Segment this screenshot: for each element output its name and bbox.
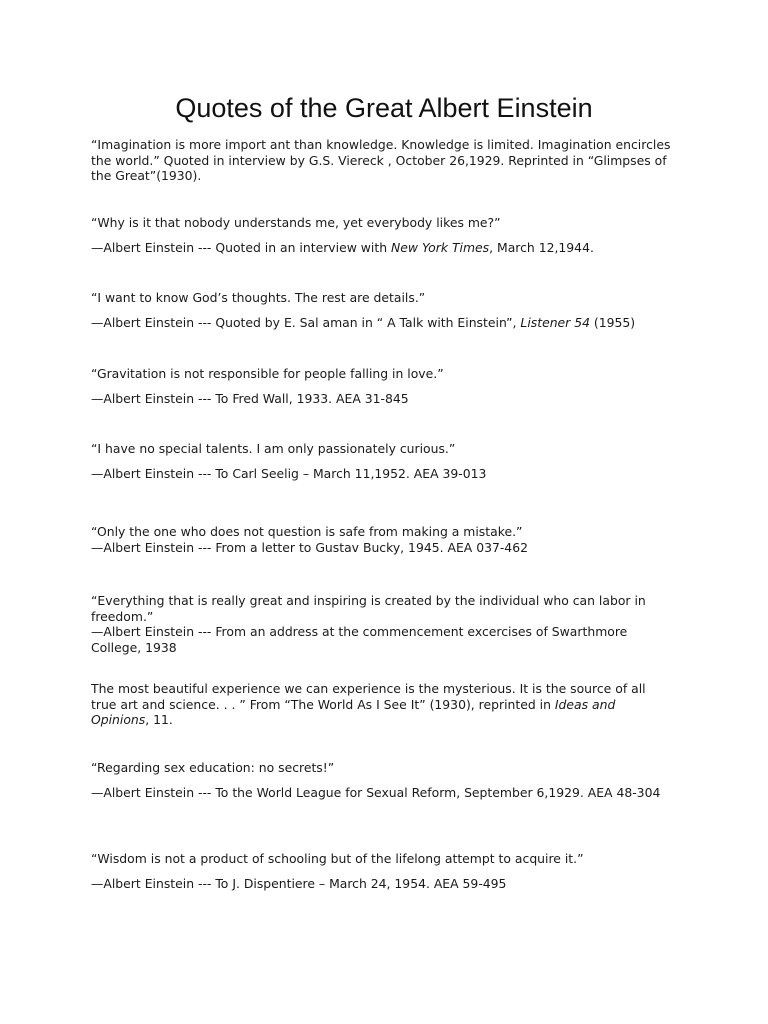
quote-block-mysterious	[91, 681, 671, 728]
quote-attribution: —Albert Einstein --- From a letter to Gustav Bucky, 1945. AEA 037-462	[91, 539, 528, 555]
quote-attribution: —Albert Einstein --- To the World League for Sexual Reform, September 6,1929. AEA 48-304	[91, 784, 661, 800]
quote-attribution: —Albert Einstein --- Quoted in an interview with New York Times, March 12,1944.	[91, 239, 594, 255]
publication-title: New York Times	[391, 239, 490, 255]
quote-attribution: —Albert Einstein --- To Fred Wall, 1933. AEA 31-845	[91, 390, 409, 406]
quote-text: “I have no special talents. I am only passionately curious.”	[91, 441, 456, 456]
publication-title: Listener 54	[520, 314, 590, 330]
quote-text: “Wisdom is not a product of schooling but of the lifelong attempt to acquire it.”	[91, 851, 584, 866]
quote-block-gods-thoughts	[91, 290, 671, 330]
quote-block-wisdom	[91, 851, 671, 891]
quote-block-freedom	[91, 593, 671, 655]
book-title: Ideas and Opinions	[91, 696, 616, 728]
quote-text: “Everything that is really great and inspiring is created by the individual who can labor in freedom.”	[91, 593, 646, 624]
quote-text: “Only the one who does not question is safe from making a mistake.”	[91, 524, 523, 539]
quote-text: “I want to know God’s thoughts. The rest are details.”	[91, 290, 426, 305]
quote-attribution: —Albert Einstein --- To Carl Seelig – March 11,1952. AEA 39-013	[91, 465, 487, 481]
quote-text: “Imagination is more import ant than knowledge. Knowledge is limited. Imagination encircles the world.” Quoted in interview by G.S. Viereck , October 26,1929. Reprinted in “Glimpses of the Great”(1930).	[91, 137, 671, 184]
quote-block-sex-education	[91, 760, 671, 800]
quote-text: “Why is it that nobody understands me, yet everybody likes me?”	[91, 215, 501, 230]
quote-block-question	[91, 524, 671, 555]
quote-attribution: —Albert Einstein --- From an address at the commencement excercises of Swarthmore College, 1938	[91, 624, 628, 655]
page-title: Quotes of the Great Albert Einstein	[175, 93, 593, 123]
quote-text: “Regarding sex education: no secrets!”	[91, 760, 335, 775]
quote-block-imagination	[91, 137, 671, 184]
quote-block-nobody-understands	[91, 215, 671, 255]
quote-text: The most beautiful experience we can experience is the mysterious. It is the source of all true art and science. . . ” From “The World As I See It” (1930), reprinted in Ideas and Opinions, 11.	[91, 681, 646, 728]
quote-attribution: —Albert Einstein --- Quoted by E. Sal aman in “ A Talk with Einstein”, Listener 54 (1955)	[91, 314, 636, 330]
quote-attribution: —Albert Einstein --- To J. Dispentiere – March 24, 1954. AEA 59-495	[91, 875, 507, 891]
quote-block-gravitation	[91, 366, 671, 406]
quote-text: “Gravitation is not responsible for people falling in love.”	[91, 366, 444, 381]
quote-block-special-talents	[91, 441, 671, 481]
